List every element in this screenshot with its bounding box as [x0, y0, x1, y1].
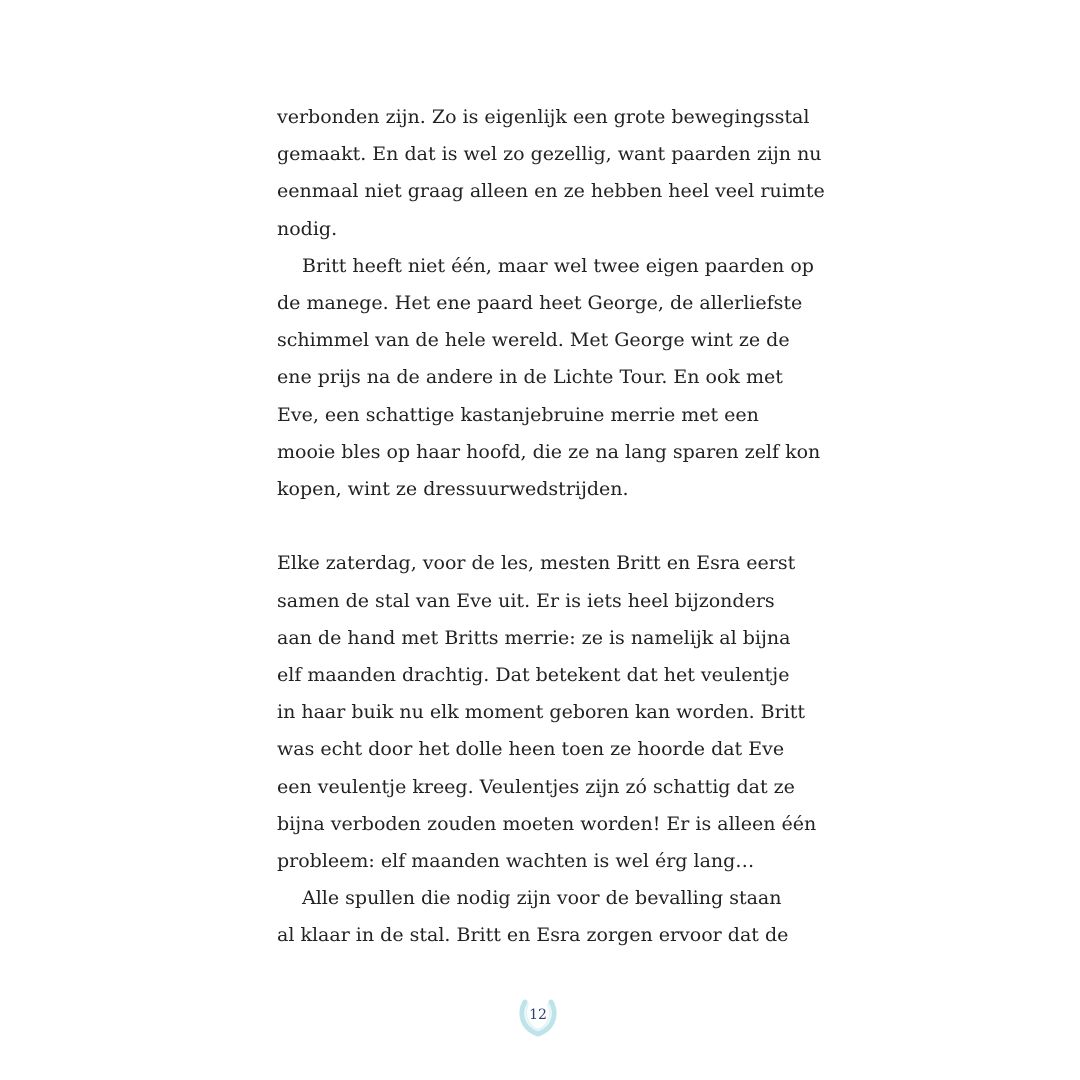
page-number-label: 12 [529, 1007, 547, 1023]
text-line: kopen, wint ze dressuurwedstrijden. [277, 478, 629, 501]
text-line: bijna verboden zouden moeten worden! Er is alleen één [277, 812, 817, 835]
text-line: verbonden zijn. Zo is eigenlijk een grote bewegingsstal [277, 106, 810, 128]
page-body-text [277, 99, 825, 955]
text-line: Eve, een schattige kastanjebruine merrie met een [277, 403, 759, 426]
text-line: aan de hand met Britts merrie: ze is namelijk al bijna [277, 626, 791, 649]
paragraph-3 [277, 545, 817, 880]
text-line: eenmaal niet graag alleen en ze hebben heel veel ruimte [277, 180, 825, 203]
text-line: in haar buik nu elk moment geboren kan worden. Britt [277, 701, 806, 724]
text-line: al klaar in de stal. Britt en Esra zorgen ervoor dat de [277, 924, 789, 947]
section-break [277, 508, 817, 545]
page-number [516, 998, 560, 1038]
text-line: Elke zaterdag, voor de les, mesten Britt en Esra eerst [277, 552, 796, 575]
text-line: schimmel van de hele wereld. Met George wint ze de [277, 329, 790, 352]
text-line: probleem: elf maanden wachten is wel érg lang… [277, 850, 755, 873]
text-line: gemaakt. En dat is wel zo gezellig, want paarden zijn nu [277, 143, 822, 166]
paragraph-1 [277, 99, 825, 248]
text-line: samen de stal van Eve uit. Er is iets heel bijzonders [277, 589, 775, 612]
text-line: ene prijs na de andere in de Lichte Tour. En ook met [277, 366, 783, 389]
text-line: de manege. Het ene paard heet George, de allerliefste [277, 292, 803, 315]
paragraph-4 [277, 880, 817, 954]
text-line: elf maanden drachtig. Dat betekent dat het veulentje [277, 664, 790, 687]
text-line: nodig. [277, 217, 338, 240]
text-line: was echt door het dolle heen toen ze hoorde dat Eve [277, 738, 785, 761]
text-line: een veulentje kreeg. Veulentjes zijn zó schattig dat ze [277, 775, 795, 798]
paragraph-2 [277, 248, 821, 508]
text-line: Britt heeft niet één, maar wel twee eigen paarden op [302, 254, 814, 277]
text-line: Alle spullen die nodig zijn voor de bevalling staan [302, 887, 782, 910]
text-line: mooie bles op haar hoofd, die ze na lang sparen zelf kon [277, 440, 821, 463]
